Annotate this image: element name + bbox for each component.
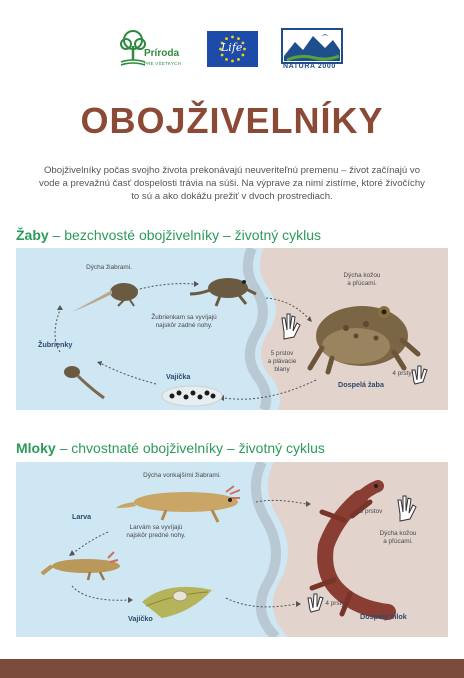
newt-label-four-toes: 4 prsty <box>325 600 345 607</box>
frog-label-breathes-skin: Dýcha kožou a pľúcami. <box>343 272 381 287</box>
frog-stage-tadpoles: Žubrienky <box>38 340 73 349</box>
frog-label-four-toes: 4 prsty <box>392 370 412 377</box>
frog-label-breathes-gills: Dýcha žiabrami. <box>86 264 132 271</box>
newts-title-rest: – chvostnaté obojživelníky – životný cyklus <box>55 440 325 456</box>
frog-label-five-toes: 5 prstov a plávacie blany <box>267 350 297 373</box>
newt-label-breathes-skin: Dýcha kožou a pľúcami. <box>379 530 417 545</box>
newt-label-external-gills: Dýcha vonkajšími žiabrami. <box>143 472 221 479</box>
frogs-title-rest: – bezchvosté obojživelníky – životný cyklus <box>48 227 322 243</box>
footer-bar <box>0 659 464 678</box>
page-title: OBOJŽIVELNÍKY <box>80 100 384 141</box>
frog-label-tadpole-legs: Žubrienkam sa vyvíjajú najskôr zadné nohy. <box>151 314 217 329</box>
priroda-logo <box>118 28 190 74</box>
life-text: Life <box>221 41 243 54</box>
newt-stage-adult: Dospelý mlok <box>360 612 407 621</box>
frog-stage-adult: Dospelá žaba <box>338 380 384 389</box>
frog-stage-eggs: Vajíčka <box>166 372 191 381</box>
frog-lifecycle-panel <box>16 248 448 410</box>
priroda-name: Príroda <box>144 48 180 59</box>
newt-lifecycle-illustration <box>16 462 448 637</box>
frogs-section-title <box>16 227 321 243</box>
natura-logo <box>281 28 343 74</box>
priroda-sub: PRE VŠETKÝCH <box>144 61 182 66</box>
newt-label-five-toes: 5 prstov <box>359 508 383 515</box>
natura-emblem-icon <box>281 28 343 64</box>
newts-section-title <box>16 440 325 456</box>
newt-lifecycle-panel <box>16 462 448 637</box>
intro-text: Obojživelníky počas svojho života prekonávajú neuveriteľnú premenu – život začínajú vo vode a prevažnú časť dospelosti trávia na súši. Na výprave za nimi zistíme, ktoré živočíchy to sú a ako dokážu prežiť v dvoch prostrediach. <box>39 165 425 202</box>
frogs-title-bold: Žaby <box>16 227 49 243</box>
frog-eggs-image <box>162 386 222 406</box>
eu-life-logo <box>207 31 258 67</box>
natura-text: NATURA 2000 <box>283 63 336 70</box>
newts-title-bold: Mloky <box>16 440 56 456</box>
newt-stage-eggs: Vajíčko <box>128 614 153 623</box>
newt-label-larva-legs: Larvám sa vyvíjajú najskôr predné nohy. <box>126 524 186 539</box>
newt-stage-larva: Larva <box>72 512 92 521</box>
